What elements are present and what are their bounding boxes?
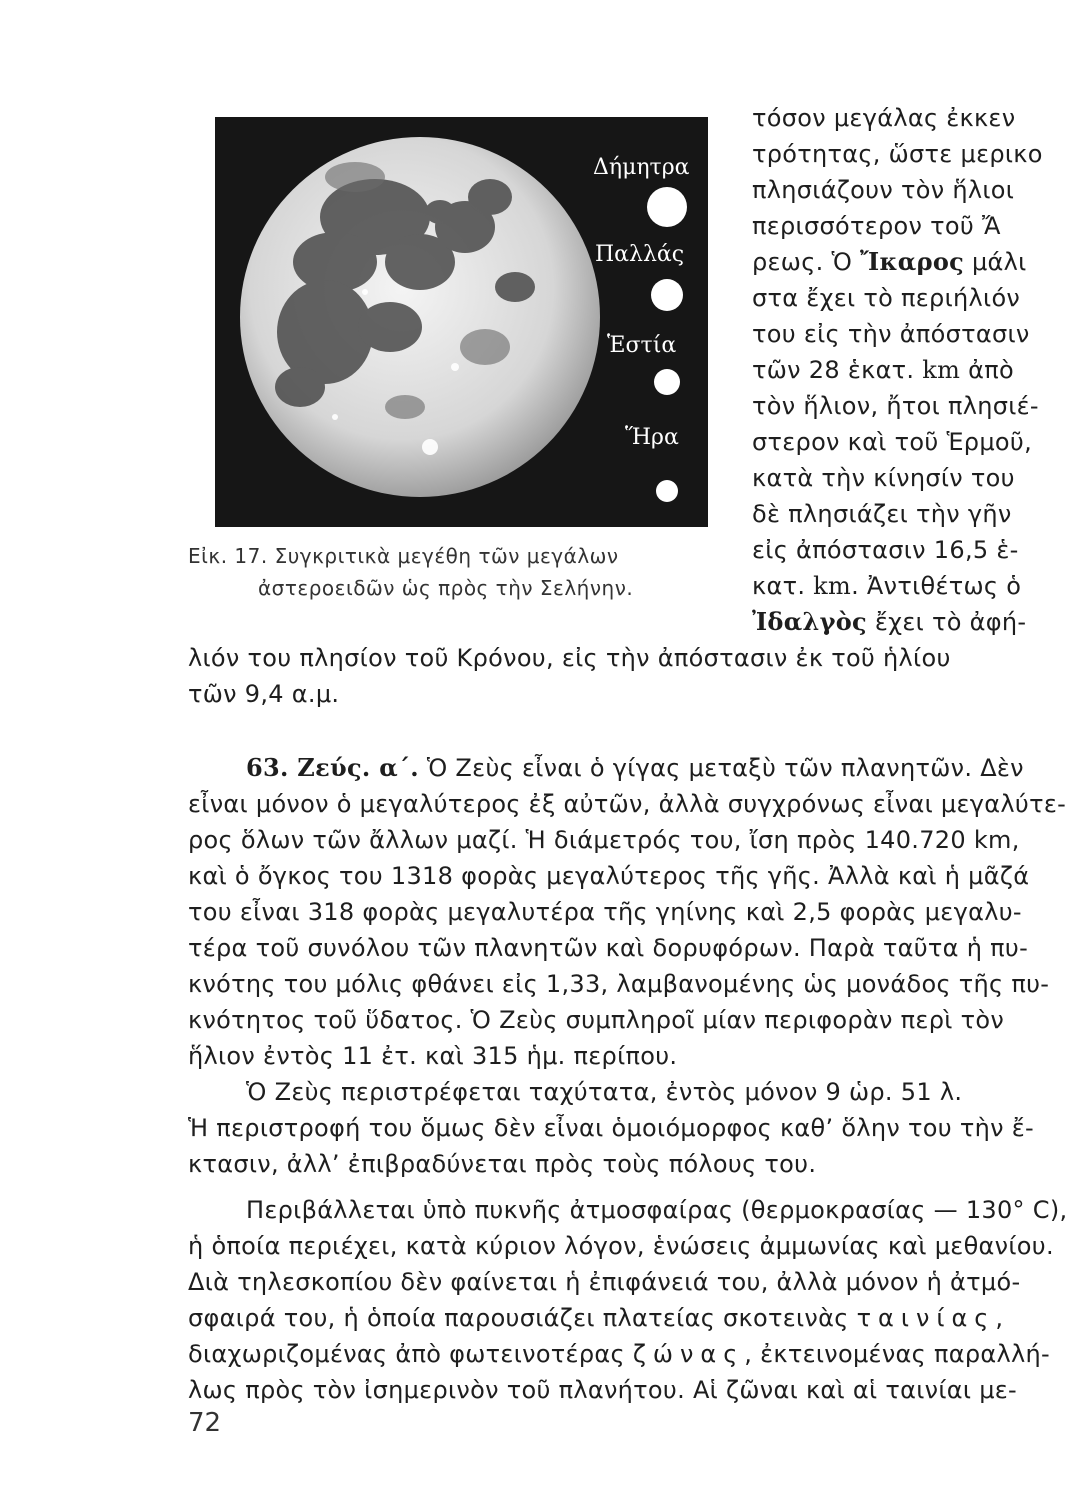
spaced-term-zonas: ζώνας <box>632 1340 745 1368</box>
label-ceres: Δήμητρα <box>593 155 690 180</box>
text-line: κατὰ τὴν κίνησίν του <box>752 464 1015 492</box>
term-ikaros: Ἴκαρος <box>860 247 965 276</box>
text-line: κατ. km. Ἀντιθέτως ὁ <box>752 572 1022 600</box>
pallas-disc <box>651 279 683 311</box>
spaced-term-tainias: ταινίας, <box>856 1304 1011 1332</box>
text-line: στα ἔχει τὸ περιήλιόν <box>752 284 1021 312</box>
text-line: εἰς ἀπόστασιν 16,5 ἑ- <box>752 536 1019 564</box>
section-first-line: 63. Ζεύς. α΄. Ὁ Ζεὺς εἶναι ὁ γίγας μεταξὺ τῶν πλανητῶν. Δὲν <box>246 753 1024 782</box>
text-line: τῶν 28 ἑκατ. km ἀπὸ <box>752 356 1014 384</box>
page-number: 72 <box>188 1408 222 1438</box>
text-line: Ἡ περιστροφή του ὅμως δὲν εἶναι ὁμοιόμορφος καθ’ ὅλην του τὴν ἔ- <box>188 1114 1034 1142</box>
term-idalgos: Ἰδαλγὸς <box>752 607 867 636</box>
text-line: κνότητος τοῦ ὕδατος. Ὁ Ζεὺς συμπληροῖ μίαν περιφορὰν περὶ τὸν <box>188 1006 1005 1034</box>
label-vesta: Ἑστία <box>607 333 677 358</box>
text-line: του εἰς τὴν ἀπόστασιν <box>752 320 1030 348</box>
juno-disc <box>656 480 678 502</box>
label-pallas: Παλλάς <box>595 242 685 267</box>
text-line: σφαιρά του, ἡ ὁποία παρουσιάζει πλατείας σκοτεινὰς ταινίας, <box>188 1304 1011 1332</box>
text-line: ἡ ὁποία περιέχει, κατὰ κύριον λόγον, ἑνώσεις ἀμμωνίας καὶ μεθανίου. <box>188 1232 1054 1260</box>
text-line: ρεως. Ὁ Ἴκαρος μάλι <box>752 247 1027 276</box>
text-line: τῶν 9,4 α.μ. <box>188 680 340 708</box>
text-line: τόσον μεγάλας ἐκκεν <box>752 104 1016 132</box>
text-line: στερον καὶ τοῦ Ἑρμοῦ, <box>752 428 1033 456</box>
side-column-text <box>752 100 1052 640</box>
text-line: λως πρὸς τὸν ἰσημερινὸν τοῦ πλανήτου. Αἱ ζῶναι καὶ αἱ ταινίαι με- <box>188 1376 1018 1404</box>
text-line: κνότης του μόλις φθάνει εἰς 1,33, λαμβανομένης ὡς μονάδος τῆς πυ- <box>188 970 1050 998</box>
text-line: δὲ πλησιάζει τὴν γῆν <box>752 500 1012 528</box>
text-line: περισσότερον τοῦ Ἄ <box>752 212 1001 240</box>
text-line: καὶ ὁ ὄγκος του 1318 φορὰς μεγαλύτερος τῆς γῆς. Ἀλλὰ καὶ ἡ μᾶζά <box>188 862 1030 890</box>
text-line: Διὰ τηλεσκοπίου δὲν φαίνεται ἡ ἐπιφάνειά του, ἀλλὰ μόνον ἡ ἀτμό- <box>188 1268 1021 1296</box>
text-line: τρότητας, ὥστε μερικο <box>752 140 1043 168</box>
moon-figure <box>215 117 708 527</box>
text-line: εἶναι μόνον ὁ μεγαλύτερος ἐξ αὐτῶν, ἀλλὰ συγχρόνως εἶναι μεγαλύτε- <box>188 790 1067 818</box>
text-line: κτασιν, ἀλλ’ ἐπιβραδύνεται πρὸς τοὺς πόλους του. <box>188 1150 817 1178</box>
section-63 <box>188 750 1068 1408</box>
wide-text <box>188 640 1048 712</box>
text-line: του εἶναι 318 φορὰς μεγαλυτέρα τῆς γηίνης καὶ 2,5 φορὰς μεγαλυ- <box>188 898 1022 926</box>
text-line: ἥλιον ἐντὸς 11 ἐτ. καὶ 315 ἡμ. περίπου. <box>188 1042 678 1070</box>
text-line: διαχωριζομένας ἀπὸ φωτεινοτέρας ζώνας, ἐκτεινομένας παραλλή- <box>188 1340 1050 1368</box>
text-line: Περιβάλλεται ὑπὸ πυκνῆς ἀτμοσφαίρας (θερμοκρασίας — 130° C), <box>246 1196 1068 1224</box>
label-juno: Ἥρα <box>625 425 679 450</box>
text-line: τέρα τοῦ συνόλου τῶν πλανητῶν καὶ δορυφόρων. Παρὰ ταῦτα ἡ πυ- <box>188 934 1029 962</box>
section-title: 63. Ζεύς. α΄. <box>246 753 419 782</box>
vesta-disc <box>654 369 680 395</box>
text-line: πλησιάζουν τὸν ἥλιοι <box>752 176 1015 204</box>
text-line: τὸν ἥλιον, ἤτοι πλησιέ- <box>752 392 1039 420</box>
caption-line-2: ἀστεροειδῶν ὡς πρὸς τὴν Σελήνην. <box>258 576 634 600</box>
ceres-disc <box>647 187 687 227</box>
text-line: ρος ὅλων τῶν ἄλλων μαζί. Ἡ διάμετρός του, ἴση πρὸς 140.720 km, <box>188 826 1020 854</box>
figure-caption <box>188 540 728 604</box>
text-line: Ὁ Ζεὺς περιστρέφεται ταχύτατα, ἐντὸς μόνον 9 ὡρ. 51 λ. <box>246 1078 963 1106</box>
text-line: Ἰδαλγὸς ἔχει τὸ ἀφή- <box>752 607 1027 636</box>
caption-line-1: Εἰκ. 17. Συγκριτικὰ μεγέθη τῶν μεγάλων <box>188 544 619 568</box>
text-line: λιόν του πλησίον τοῦ Κρόνου, εἰς τὴν ἀπόστασιν ἐκ τοῦ ἡλίου <box>188 644 951 672</box>
